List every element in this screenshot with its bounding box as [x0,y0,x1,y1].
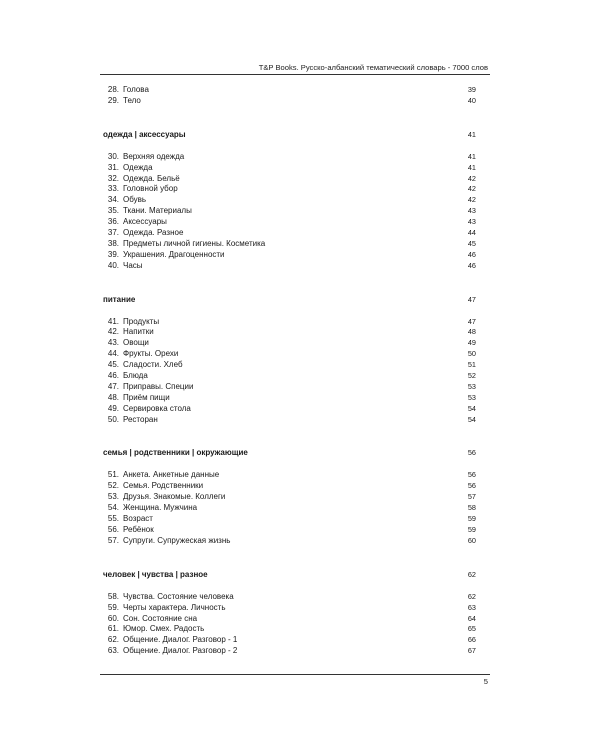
entry-page-number: 59 [467,514,476,524]
entry-title: Предметы личной гигиены. Косметика [123,238,266,248]
toc-entry [103,514,476,525]
toc-section-heading [103,294,476,306]
toc-entry [103,592,476,603]
entry-page-number: 64 [467,613,476,623]
entry-title: Ткани. Материалы [123,206,192,216]
entry-page-number: 43 [467,206,476,216]
entry-number: 56. [107,524,119,534]
toc-entry [103,470,476,481]
entry-title: Овощи [123,338,149,348]
entry-number: 30. [107,151,119,161]
toc-entry [103,217,476,228]
toc-entry [103,382,476,393]
toc-entry [103,635,476,646]
entry-number: 40. [107,260,119,270]
entry-title: Общение. Диалог. Разговор - 2 [123,646,238,656]
toc-entry [103,261,476,272]
toc-entry [103,536,476,547]
entry-title: Обувь [123,195,147,205]
entry-number: 57. [107,535,119,545]
section-spacer [103,107,476,129]
entry-number: 51. [107,470,119,480]
toc-entry [103,184,476,195]
footer-rule [100,674,490,675]
entry-number: 41. [107,316,119,326]
entry-title: Возраст [123,514,153,524]
entry-number: 34. [107,195,119,205]
section-title: семья | родственники | окружающие [103,448,248,458]
entry-number: 60. [107,613,119,623]
entry-page-number: 46 [467,260,476,270]
toc-entry [103,646,476,657]
entry-title: Одежда. Бельё [123,173,180,183]
entry-number: 31. [107,162,119,172]
toc-entry [103,195,476,206]
entry-title: Общение. Диалог. Разговор - 1 [123,635,238,645]
entry-page-number: 56 [467,470,476,480]
section-spacer [103,581,476,592]
toc-entry [103,525,476,536]
entry-title: Аксессуары [123,217,167,227]
entry-title: Чувства. Состояние человека [123,591,234,601]
entry-page-number: 54 [467,403,476,413]
entry-page-number: 51 [467,360,476,370]
entry-number: 63. [107,646,119,656]
entry-number: 55. [107,514,119,524]
entry-title: Друзья. Знакомые. Коллеги [123,492,226,502]
toc-entry [103,614,476,625]
entry-page-number: 59 [467,524,476,534]
entry-page-number: 63 [467,602,476,612]
entry-page-number: 53 [467,392,476,402]
entry-page-number: 60 [467,535,476,545]
section-page-number: 62 [467,569,476,579]
entry-page-number: 43 [467,217,476,227]
toc-entry [103,228,476,239]
entry-title: Юмор. Смех. Радость [123,624,205,634]
entry-title: Блюда [123,371,148,381]
toc-entry [103,163,476,174]
entry-page-number: 45 [467,238,476,248]
entry-number: 50. [107,414,119,424]
toc-entry [103,371,476,382]
entry-page-number: 65 [467,624,476,634]
entry-title: Сон. Состояние сна [123,613,198,623]
toc-entry [103,404,476,415]
entry-number: 53. [107,492,119,502]
toc-entry [103,85,476,96]
entry-page-number: 40 [467,95,476,105]
section-spacer [103,141,476,152]
toc-entry [103,327,476,338]
section-title: человек | чувства | разное [103,569,208,579]
toc-entry [103,206,476,217]
entry-page-number: 42 [467,173,476,183]
section-spacer [103,547,476,569]
entry-number: 47. [107,381,119,391]
entry-number: 32. [107,173,119,183]
entry-page-number: 48 [467,327,476,337]
toc-entry [103,317,476,328]
section-spacer [103,425,476,447]
section-spacer [103,306,476,317]
entry-number: 62. [107,635,119,645]
entry-title: Анкета. Анкетные данные [123,470,220,480]
entry-title: Ресторан [123,414,158,424]
entry-page-number: 42 [467,184,476,194]
entry-title: Сервировка стола [123,403,191,413]
entry-title: Женщина. Мужчина [123,503,198,513]
entry-number: 54. [107,503,119,513]
entry-number: 49. [107,403,119,413]
entry-title: Сладости. Хлеб [123,360,183,370]
toc-entry [103,481,476,492]
entry-page-number: 66 [467,635,476,645]
running-header: T&P Books. Русско-албанский тематический словарь - 7000 слов [258,63,488,72]
entry-number: 43. [107,338,119,348]
section-page-number: 47 [467,294,476,304]
section-page-number: 41 [467,129,476,139]
entry-page-number: 41 [467,162,476,172]
entry-page-number: 52 [467,371,476,381]
entry-number: 44. [107,349,119,359]
entry-title: Черты характера. Личность [123,602,226,612]
entry-number: 48. [107,392,119,402]
entry-page-number: 58 [467,503,476,513]
entry-title: Ребёнок [123,524,154,534]
entry-title: Приём пищи [123,392,170,402]
entry-page-number: 49 [467,338,476,348]
entry-page-number: 67 [467,646,476,656]
toc-entry [103,603,476,614]
page-number: 5 [483,677,488,686]
entry-page-number: 46 [467,249,476,259]
section-spacer [103,459,476,470]
entry-title: Украшения. Драгоценности [123,249,225,259]
entry-number: 52. [107,481,119,491]
toc-entry [103,415,476,426]
entry-page-number: 44 [467,228,476,238]
entry-page-number: 41 [467,151,476,161]
entry-number: 42. [107,327,119,337]
entry-number: 36. [107,217,119,227]
table-of-contents [103,85,476,657]
entry-number: 35. [107,206,119,216]
entry-page-number: 50 [467,349,476,359]
entry-title: Супруги. Супружеская жизнь [123,535,231,545]
entry-page-number: 56 [467,481,476,491]
toc-entry [103,503,476,514]
toc-entry [103,152,476,163]
entry-title: Верхняя одежда [123,151,185,161]
entry-title: Семья. Родственники [123,481,204,491]
entry-number: 33. [107,184,119,194]
entry-title: Напитки [123,327,154,337]
toc-entry [103,174,476,185]
entry-number: 58. [107,591,119,601]
entry-page-number: 54 [467,414,476,424]
toc-entry [103,360,476,371]
entry-title: Головной убор [123,184,178,194]
toc-entry [103,492,476,503]
toc-entry [103,250,476,261]
entry-page-number: 39 [467,85,476,94]
entry-number: 38. [107,238,119,248]
entry-number: 45. [107,360,119,370]
section-spacer [103,272,476,294]
entry-page-number: 62 [467,591,476,601]
toc-entry [103,349,476,360]
section-title: одежда | аксессуары [103,129,186,139]
toc-entry [103,338,476,349]
toc-entry [103,96,476,107]
header-rule [100,74,490,75]
entry-number: 59. [107,602,119,612]
entry-page-number: 53 [467,381,476,391]
entry-title: Фрукты. Орехи [123,349,179,359]
entry-title: Голова [123,85,149,94]
entry-title: Тело [123,95,141,105]
entry-number: 29. [107,95,119,105]
toc-entry [103,239,476,250]
entry-title: Одежда. Разное [123,228,184,238]
toc-entry [103,624,476,635]
section-title: питание [103,294,136,304]
entry-number: 39. [107,249,119,259]
toc-section-heading [103,447,476,459]
entry-number: 46. [107,371,119,381]
entry-number: 37. [107,228,119,238]
entry-title: Приправы. Специи [123,381,194,391]
entry-title: Одежда [123,162,153,172]
toc-entry [103,393,476,404]
entry-title: Часы [123,260,143,270]
section-page-number: 56 [467,448,476,458]
toc-section-heading [103,569,476,581]
entry-page-number: 42 [467,195,476,205]
entry-number: 61. [107,624,119,634]
toc-section-heading [103,129,476,141]
entry-number: 28. [107,85,119,94]
entry-page-number: 47 [467,316,476,326]
entry-title: Продукты [123,316,160,326]
entry-page-number: 57 [467,492,476,502]
